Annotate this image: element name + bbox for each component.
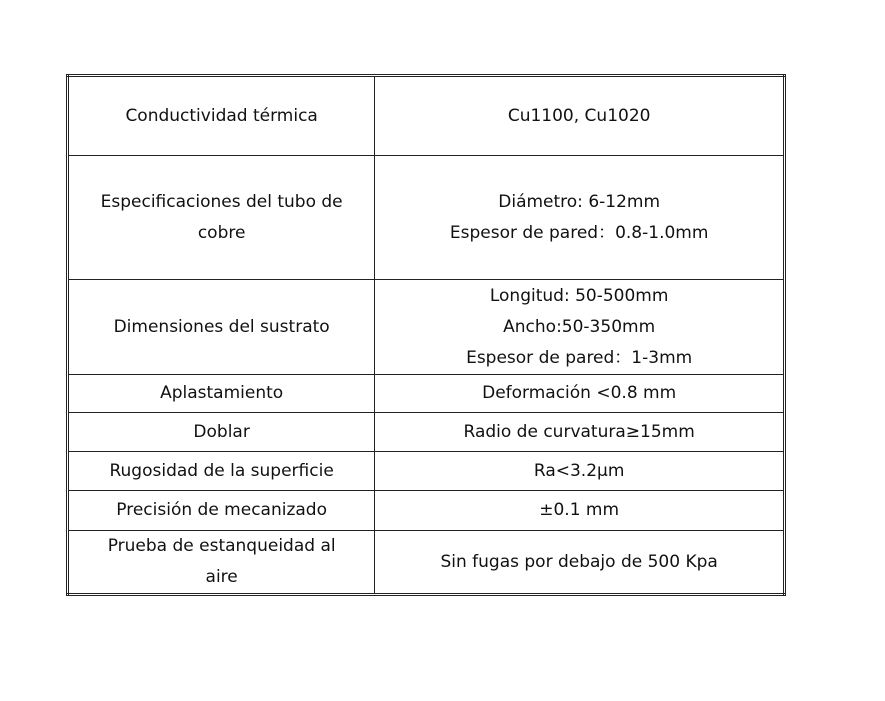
spec-value: Ancho:50-350mm: [503, 316, 656, 337]
spec-value-cell: [375, 452, 785, 491]
spec-label-cell: [68, 280, 375, 375]
spec-value: Sin fugas por debajo de 500 Kpa: [440, 551, 718, 572]
spec-label: Conductividad térmica: [125, 105, 318, 126]
spec-value-cell: [375, 76, 785, 156]
spec-label: Aplastamiento: [160, 383, 284, 403]
table-row: [68, 531, 785, 595]
table-row: [68, 491, 785, 531]
spec-value-cell: [375, 531, 785, 595]
table-row: [68, 452, 785, 491]
spec-label-cell: [68, 156, 375, 280]
spec-value: Diámetro: 6-12mm: [498, 191, 661, 212]
spec-label-cell: [68, 531, 375, 595]
spec-label: Precisión de mecanizado: [116, 500, 327, 520]
table-row: [68, 280, 785, 375]
spec-value: ±0.1 mm: [539, 500, 620, 520]
spec-label-cell: [68, 452, 375, 491]
table-row: [68, 76, 785, 156]
spec-label: Rugosidad de la superficie: [109, 460, 334, 481]
spec-label-cell: [68, 76, 375, 156]
table-row: [68, 413, 785, 452]
spec-value: Espesor de pared：1-3mm: [466, 347, 693, 368]
spec-value-cell: [375, 491, 785, 531]
spec-value-cell: [375, 156, 785, 280]
spec-value: Cu1100, Cu1020: [507, 105, 651, 126]
spec-value: Espesor de pared：0.8-1.0mm: [449, 222, 709, 243]
spec-label: Especificaciones del tubo de: [100, 191, 343, 212]
specifications-table: [66, 74, 786, 596]
spec-label: Prueba de estanqueidad al aire: [107, 536, 336, 587]
spec-label: Doblar: [193, 421, 250, 442]
spec-value-cell: [375, 280, 785, 375]
spec-value: Longitud: 50-500mm: [489, 285, 669, 306]
spec-value-cell: [375, 413, 785, 452]
spec-label-cell: [68, 375, 375, 413]
table-row: [68, 375, 785, 413]
spec-label: cobre: [197, 222, 246, 243]
table-row: [68, 156, 785, 280]
spec-label: Dimensiones del sustrato: [113, 316, 330, 337]
spec-label-cell: [68, 413, 375, 452]
spec-value: Deformación <0.8 mm: [482, 383, 677, 403]
spec-label-cell: [68, 491, 375, 531]
spec-value: Radio de curvatura≥15mm: [463, 421, 695, 442]
spec-value: Ra<3.2μm: [533, 460, 625, 481]
spec-value-cell: [375, 375, 785, 413]
